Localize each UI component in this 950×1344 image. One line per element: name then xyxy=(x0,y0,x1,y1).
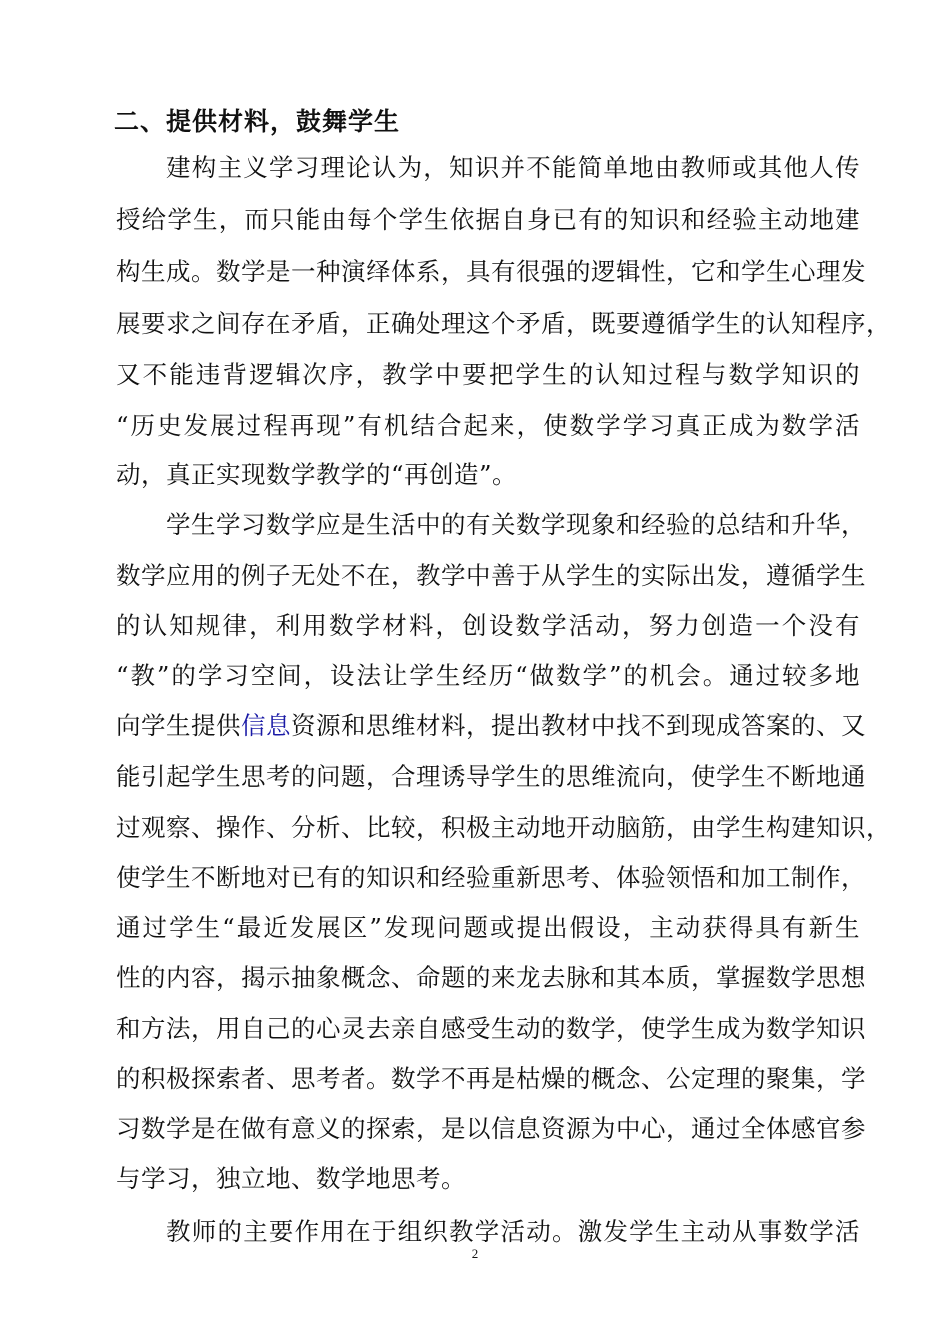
section-heading: 二、提供材料，鼓舞学生 xyxy=(114,107,401,136)
paragraph-line: 性的内容，揭示抽象概念、命题的来龙去脉和其本质，掌握数学思想 xyxy=(116,963,866,992)
paragraph-line: 构生成。数学是一种演绎体系，具有很强的逻辑性，它和学生心理发 xyxy=(116,257,866,286)
paragraph-line: 的积极探索者、思考者。数学不再是枯燥的概念、公定理的聚集，学 xyxy=(116,1064,866,1093)
paragraph-line: 又不能违背逻辑次序，教学中要把学生的认知过程与数学知识的 xyxy=(116,360,860,389)
paragraph-line: 动，真正实现数学教学的“再创造”。 xyxy=(116,460,518,489)
paragraph-line: “历史发展过程再现”有机结合起来，使数学学习真正成为数学活 xyxy=(116,411,860,440)
paragraph-line: 的认知规律，利用数学材料，创设数学活动，努力创造一个没有 xyxy=(116,611,860,640)
info-link[interactable]: 信息 xyxy=(241,711,291,740)
paragraph-line xyxy=(116,706,866,746)
page-number: 2 xyxy=(471,1246,479,1261)
paragraph-line: 和方法，用自己的心灵去亲自感受生动的数学，使学生成为数学知识 xyxy=(116,1014,866,1043)
paragraph-line: 通过学生“最近发展区”发现问题或提出假设，主动获得具有新生 xyxy=(116,913,860,942)
paragraph-line: 建构主义学习理论认为，知识并不能简单地由教师或其他人传 xyxy=(166,153,860,182)
paragraph-line: 与学习，独立地、数学地思考。 xyxy=(116,1164,466,1193)
paragraph-line: 能引起学生思考的问题，合理诱导学生的思维流向，使学生不断地通 xyxy=(116,762,866,791)
line-text: 资源和思维材料，提出教材中找不到现成答案的、又 xyxy=(291,711,866,740)
line-text: 向学生提供 xyxy=(116,711,241,740)
paragraph-line: 过观察、操作、分析、比较，积极主动地开动脑筋，由学生构建知识， xyxy=(116,813,891,842)
paragraph-line: 数学应用的例子无处不在，教学中善于从学生的实际出发，遵循学生 xyxy=(116,561,866,590)
paragraph-line: 教师的主要作用在于组织教学活动。激发学生主动从事数学活 xyxy=(166,1217,860,1246)
paragraph-line: “教”的学习空间，设法让学生经历“做数学”的机会。通过较多地 xyxy=(116,661,860,690)
paragraph-line: 使学生不断地对已有的知识和经验重新思考、体验领悟和加工制作， xyxy=(116,863,866,892)
paragraph-line: 习数学是在做有意义的探索，是以信息资源为中心，通过全体感官参 xyxy=(116,1114,866,1143)
paragraph-line: 展要求之间存在矛盾，正确处理这个矛盾，既要遵循学生的认知程序， xyxy=(116,309,891,338)
paragraph-line: 学生学习数学应是生活中的有关数学现象和经验的总结和升华， xyxy=(166,510,866,539)
paragraph-line: 授给学生，而只能由每个学生依据自身已有的知识和经验主动地建 xyxy=(116,205,860,234)
